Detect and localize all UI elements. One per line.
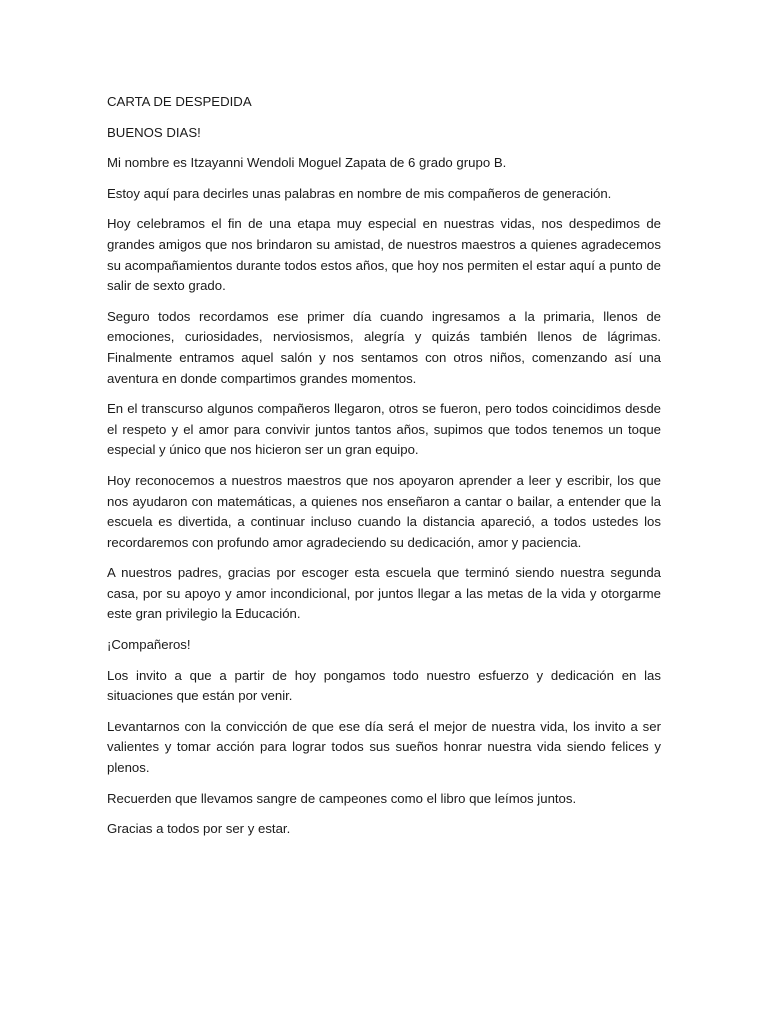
paragraph-classmates: En el transcurso algunos compañeros llegaron, otros se fueron, pero todos coincidimos desde el respeto y el amor para convivir juntos tantos años, supimos que todos tenemos un toque especial y único que nos hicieron ser un gran equipo. <box>107 401 661 458</box>
letter-document <box>107 92 661 850</box>
letter-title: CARTA DE DESPEDIDA <box>107 94 252 109</box>
paragraph-champions: Recuerden que llevamos sangre de campeones como el libro que leímos juntos. <box>107 790 577 806</box>
paragraph-conviction: Levantarnos con la convicción de que ese día será el mejor de nuestra vida, los invito a ser valientes y tomar acción para lograr todos sus sueños honrar nuestra vida siendo felices y plenos. <box>107 718 661 776</box>
letter-greeting: BUENOS DIAS! <box>107 124 201 140</box>
paragraph-purpose: Estoy aquí para decirles unas palabras en nombre de mis compañeros de generación. <box>107 185 612 201</box>
paragraph-teachers: Hoy reconocemos a nuestros maestros que nos apoyaron aprender a leer y escribir, los que nos ayudaron con matemáticas, a quienes nos enseñaron a cantar o bailar, a entender que la escuela es divertida, a continuar incluso cuando la distancia apareció, a todos ustedes los recordaremos con profundo amor agradeciendo su dedicación, amor y paciencia. <box>107 472 661 550</box>
paragraph-parents: A nuestros padres, gracias por escoger esta escuela que terminó siendo nuestra segunda casa, por su apoyo y amor incondicional, por juntos llegar a las metas de la vida y otorgarme este gran privilegio la Educación. <box>107 565 661 622</box>
paragraph-introduction: Mi nombre es Itzayanni Wendoli Moguel Zapata de 6 grado grupo B. <box>107 155 507 171</box>
paragraph-celebration: Hoy celebramos el fin de una etapa muy especial en nuestras vidas, nos despedimos de grandes amigos que nos brindaron su amistad, de nuestros maestros a quienes agradecemos su acompañamientos durante todos estos años, que hoy nos permiten el estar aquí a punto de salir de sexto grado. <box>107 216 661 294</box>
paragraph-invitation: Los invito a que a partir de hoy pongamos todo nuestro esfuerzo y dedicación en las situaciones que están por venir. <box>107 667 661 704</box>
paragraph-thanks: Gracias a todos por ser y estar. <box>107 821 291 837</box>
paragraph-first-day: Seguro todos recordamos ese primer día cuando ingresamos a la primaria, llenos de emociones, curiosidades, nerviosismos, alegría y quizás también llenos de lágrimas. Finalmente entramos aquel salón y nos sentamos con otros niños, comenzando así una aventura en donde compartimos grandes momentos. <box>107 308 661 386</box>
paragraph-exclamation: ¡Compañeros! <box>107 637 191 653</box>
